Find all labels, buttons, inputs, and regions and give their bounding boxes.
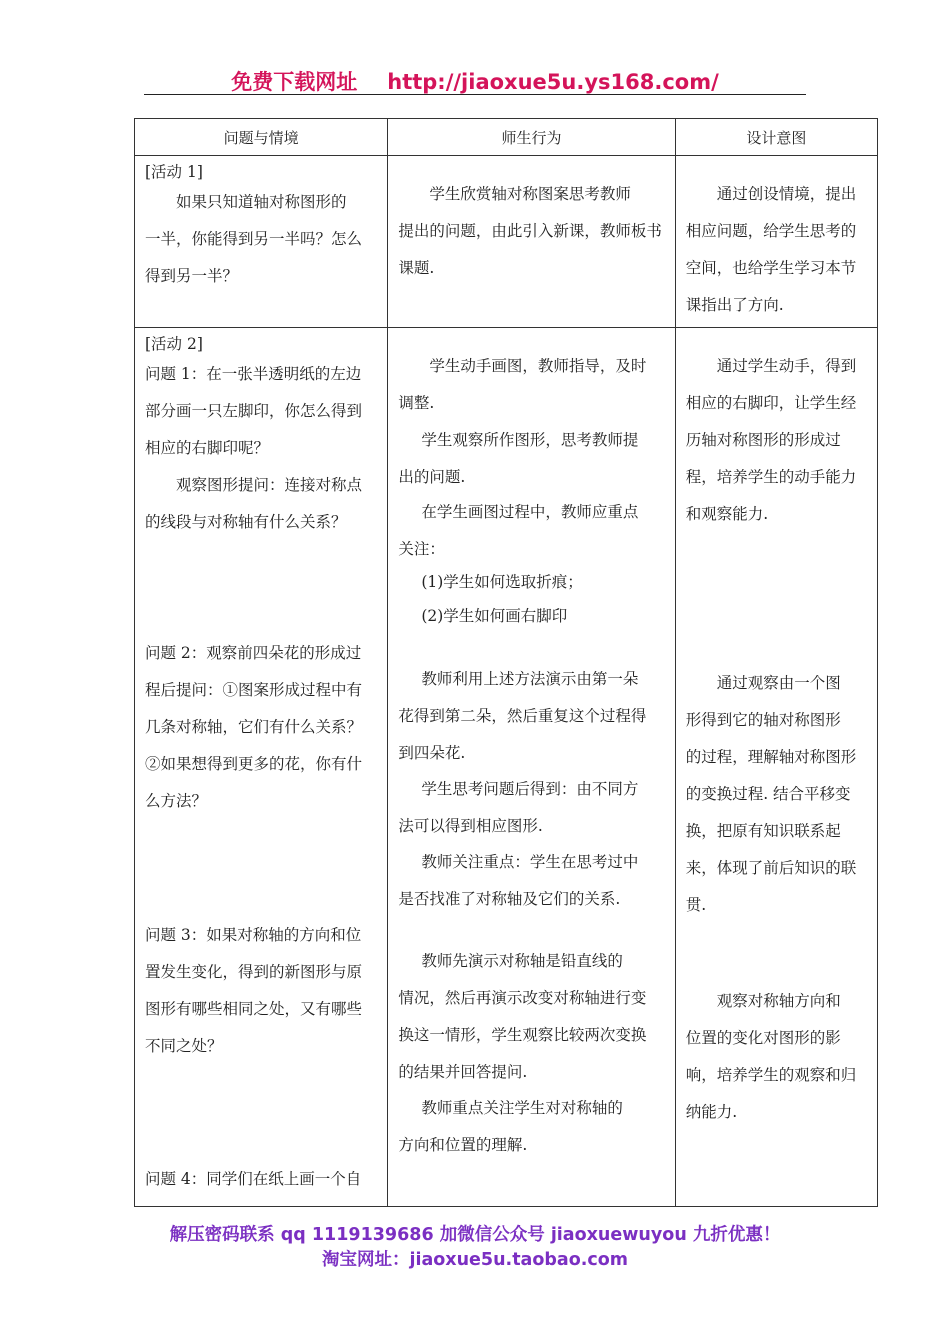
text-line: 问题 1：在一张半透明纸的左边 — [145, 365, 362, 383]
text-line: (2)学生如何画右脚印 — [421, 607, 568, 625]
cell-behavior-1 — [388, 156, 675, 328]
text-line: 提出的问题，由此引入新课，教师板书 — [398, 222, 662, 240]
cell-scenario-1 — [135, 156, 388, 328]
text-line: 学生观察所作图形，思考教师提 — [421, 431, 639, 449]
text-line: 是否找准了对称轴及它们的关系. — [398, 890, 621, 908]
text-line: 的变换过程. 结合平移变 — [685, 785, 851, 803]
lesson-table — [134, 118, 878, 1207]
text-line: 观察图形提问：连接对称点 — [176, 476, 363, 494]
header-label: 免费下载网址 — [231, 70, 358, 94]
text-line: 部分画一只左脚印，你怎么得到 — [145, 402, 363, 420]
text-line: 教师关注重点：学生在思考过中 — [421, 853, 639, 871]
text-line: 观察对称轴方向和 — [716, 992, 841, 1010]
cell-intent-1 — [675, 156, 877, 328]
text-line: 学生动手画图，教师指导，及时 — [429, 357, 647, 375]
text-line: 图形有哪些相同之处，又有哪些 — [145, 1000, 363, 1018]
text-line: 如果只知道轴对称图形的 — [176, 193, 347, 211]
text-line: 的线段与对称轴有什么关系？ — [145, 513, 347, 531]
text-line: 教师利用上述方法演示由第一朵 — [421, 670, 639, 688]
text-line: 空间，也给学生学习本节 — [685, 259, 857, 277]
text-line: 程，培养学生的动手能力 — [685, 468, 857, 486]
text-line: 问题 2：观察前四朵花的形成过 — [145, 644, 362, 662]
text-line: 通过观察由一个图 — [716, 674, 841, 692]
text-line: 通过学生动手，得到 — [716, 357, 857, 375]
text-line: 历轴对称图形的形成过 — [685, 431, 841, 449]
text-line: 贯. — [685, 896, 707, 914]
text-line: 调整. — [398, 394, 435, 412]
text-line: 位置的变化对图形的影 — [685, 1029, 841, 1047]
text-line: 相应的右脚印呢？ — [145, 439, 270, 457]
header-cell-intent: 设计意图 — [675, 119, 877, 156]
text-line: 和观察能力. — [685, 505, 769, 523]
footer-contact-line: 解压密码联系 qq 1119139686 加微信公众号 jiaoxuewuyou 九折优惠！ — [169, 1225, 781, 1245]
text-line: 的结果并回答提问. — [398, 1063, 528, 1081]
header-cell-scenario: 问题与情境 — [135, 119, 388, 156]
text-line: 问题 3：如果对称轴的方向和位 — [145, 926, 362, 944]
text-line: 教师重点关注学生对对称轴的 — [421, 1099, 623, 1117]
table-header-row — [135, 119, 878, 156]
text-line: 教师先演示对称轴是铅直线的 — [421, 952, 623, 970]
header-divider — [144, 94, 806, 95]
table-row-activity-2 — [135, 328, 878, 1207]
text-line: 法可以得到相应图形. — [398, 817, 543, 835]
text-line: 出的问题. — [398, 468, 466, 486]
text-line: 情况，然后再演示改变对称轴进行变 — [398, 989, 647, 1007]
text-line: 在学生画图过程中，教师应重点 — [421, 503, 639, 521]
text-line: 不同之处？ — [145, 1037, 223, 1055]
table-row-activity-1 — [135, 156, 878, 328]
text-line: 么方法？ — [145, 792, 208, 810]
text-line: 得到另一半？ — [145, 267, 239, 285]
cell-scenario-2 — [135, 328, 388, 1207]
text-line: 换这一情形，学生观察比较两次变换 — [398, 1026, 647, 1044]
text-line: 课指出了方向. — [685, 296, 784, 314]
text-line: 一半，你能得到另一半吗？怎么 — [145, 230, 363, 248]
text-line: 通过创设情境，提出 — [716, 185, 857, 203]
cell-intent-2 — [675, 328, 877, 1207]
text-line: 方向和位置的理解. — [398, 1136, 528, 1154]
text-line: 问题 4：同学们在纸上画一个自 — [145, 1170, 362, 1188]
text-line: 的过程，理解轴对称图形 — [685, 748, 857, 766]
text-line: 几条对称轴，它们有什么关系？ — [145, 718, 363, 736]
text-line: ②如果想得到更多的花，你有什 — [145, 755, 363, 773]
text-line: 来，体现了前后知识的联 — [685, 859, 857, 877]
header-banner — [0, 66, 950, 96]
text-line: 学生欣赏轴对称图案思考教师 — [429, 185, 631, 203]
footer-taobao-link[interactable]: 淘宝网址：jiaoxue5u.taobao.com — [321, 1250, 629, 1270]
header-url-link[interactable]: http://jiaoxue5u.ys168.com/ — [387, 70, 719, 94]
activity-1-label: [活动 1] — [145, 163, 203, 181]
text-line: 学生思考问题后得到：由不同方 — [421, 780, 639, 798]
text-line: 到四朵花. — [398, 744, 466, 762]
text-line: (1)学生如何选取折痕； — [421, 573, 583, 591]
text-line: 相应的右脚印，让学生经 — [685, 394, 857, 412]
text-line: 关注： — [398, 540, 445, 558]
text-line: 置发生变化，得到的新图形与原 — [145, 963, 363, 981]
text-line: 换，把原有知识联系起 — [685, 822, 841, 840]
cell-behavior-2 — [388, 328, 675, 1207]
text-line: 课题. — [398, 259, 435, 277]
text-line: 花得到第二朵，然后重复这个过程得 — [398, 707, 647, 725]
text-line: 相应问题，给学生思考的 — [685, 222, 857, 240]
text-line: 程后提问：①图案形成过程中有 — [145, 681, 363, 699]
text-line: 纳能力. — [685, 1103, 738, 1121]
text-line: 响，培养学生的观察和归 — [685, 1066, 857, 1084]
activity-2-label: [活动 2] — [145, 335, 203, 353]
text-line: 形得到它的轴对称图形 — [685, 711, 841, 729]
header-cell-behavior: 师生行为 — [388, 119, 675, 156]
